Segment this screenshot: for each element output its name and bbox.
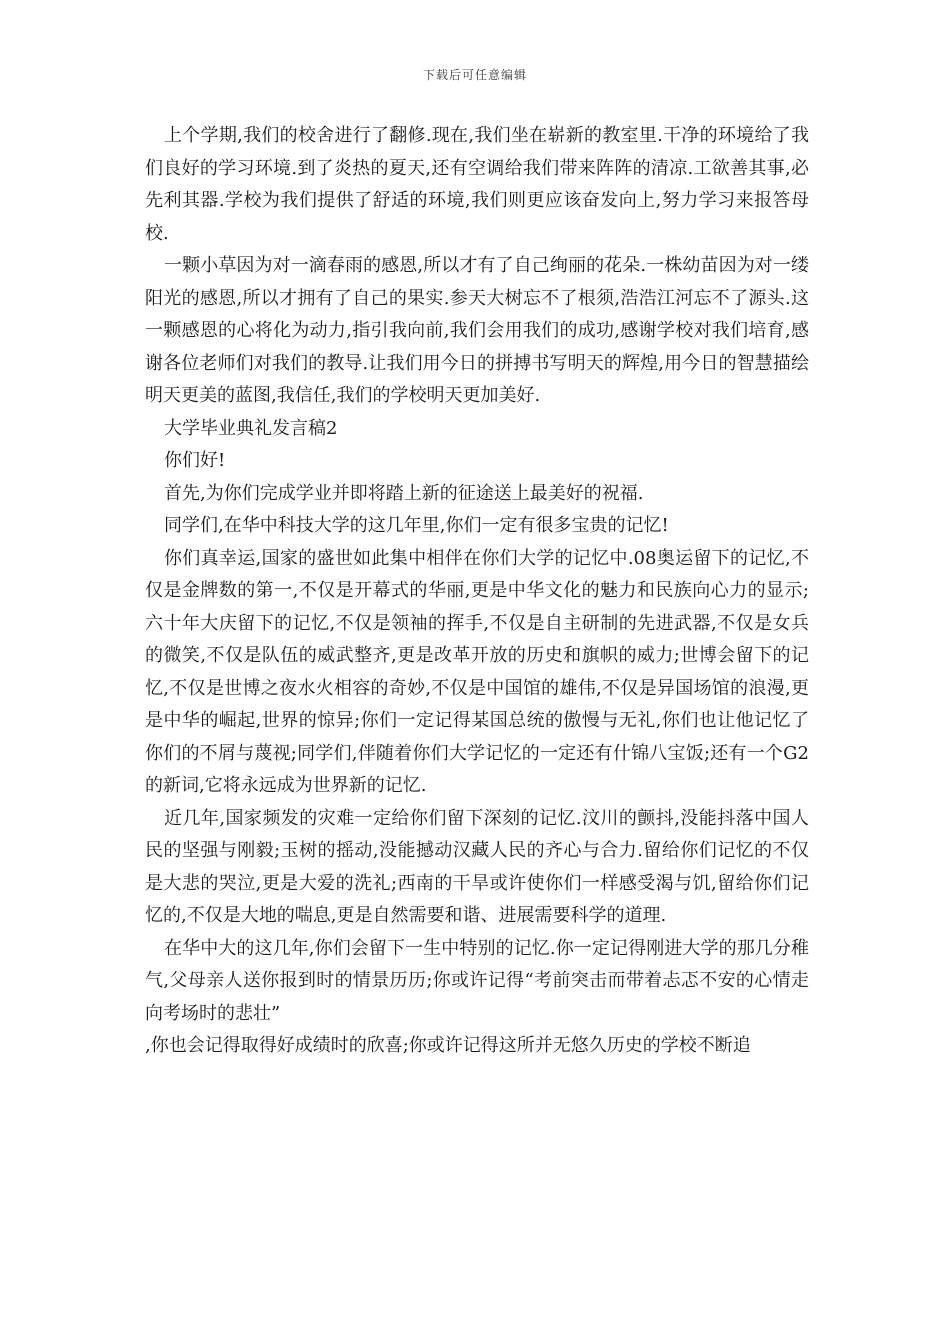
section-title: 大学毕业典礼发言稿2: [164, 417, 338, 439]
paragraph: 首先,为你们完成学业并即将踏上新的征途送上最美好的祝福.: [164, 482, 644, 504]
document-body: [145, 120, 809, 1063]
paragraph: 上个学期,我们的校舍进行了翻修.现在,我们坐在崭新的教室里.干净的环境给了我们良好的学习环境.到了炎热的夏天,还有空调给我们带来阵阵的清凉.工欲善其事,必先利其器.学校为我们提供了舒适的环境,我们则更应该奋发向上,努力学习来报答母校.: [145, 125, 809, 244]
paragraph: 一颗小草因为对一滴春雨的感恩,所以才有了自己绚丽的花朵.一株幼苗因为对一缕阳光的感恩,所以才拥有了自己的果实.参天大树忘不了根须,浩浩江河忘不了源头.这一颗感恩的心将化为动力,指引我向前,我们会用我们的成功,感谢学校对我们培育,感谢各位老师们对我们的教导.让我们用今日的拼搏书写明天的辉煌,用今日的智慧描绘明天更美的蓝图,我信任,我们的学校明天更加美好.: [145, 255, 809, 406]
paragraph: 你们真幸运,国家的盛世如此集中相伴在你们大学的记忆中.08奥运留下的记忆,不仅是金牌数的第一,不仅是开幕式的华丽,更是中华文化的魅力和民族向心力的显示;六十年大庆留下的记忆,不仅是领袖的挥手,不仅是自主研制的先进武器,不仅是女兵的微笑,不仅是队伍的威武整齐,更是改革开放的历史和旗帜的威力;世博会留下的记忆,不仅是世博之夜水火相容的奇妙,不仅是中国馆的雄伟,不仅是异国场馆的浪漫,更是中华的崛起,世界的惊异;你们一定记得某国总统的傲慢与无礼,你们也让他记忆了你们的不屑与蔑视;同学们,伴随着你们大学记忆的一定还有什锦八宝饭;还有一个G2的新词,它将永远成为世界新的记忆.: [145, 547, 809, 796]
paragraph: 近几年,国家频发的灾难一定给你们留下深刻的记忆.汶川的颤抖,没能抖落中国人民的坚强与刚毅;玉树的摇动,没能撼动汉藏人民的齐心与合力.留给你们记忆的不仅是大悲的哭泣,更是大爱的洗礼;西南的干旱或许使你们一样感受渴与饥,留给你们记忆的,不仅是大地的喘息,更是自然需要和谐、进展需要科学的道理.: [145, 807, 809, 926]
paragraph-continuation: ,你也会记得取得好成绩时的欣喜;你或许记得这所并无悠久历史的学校不断追: [145, 1035, 751, 1056]
paragraph: 在华中大的这几年,你们会留下一生中特别的记忆.你一定记得刚进大学的那几分稚气,父母亲人送你报到时的情景历历;你或许记得“考前突击而带着忐忑不安的心情走向考场时的悲壮”: [145, 937, 809, 1024]
page-header: 下载后可任意编辑: [422, 68, 527, 82]
paragraph: 同学们,在华中科技大学的这几年里,你们一定有很多宝贵的记忆!: [164, 515, 669, 536]
greeting: 你们好!: [164, 450, 226, 471]
